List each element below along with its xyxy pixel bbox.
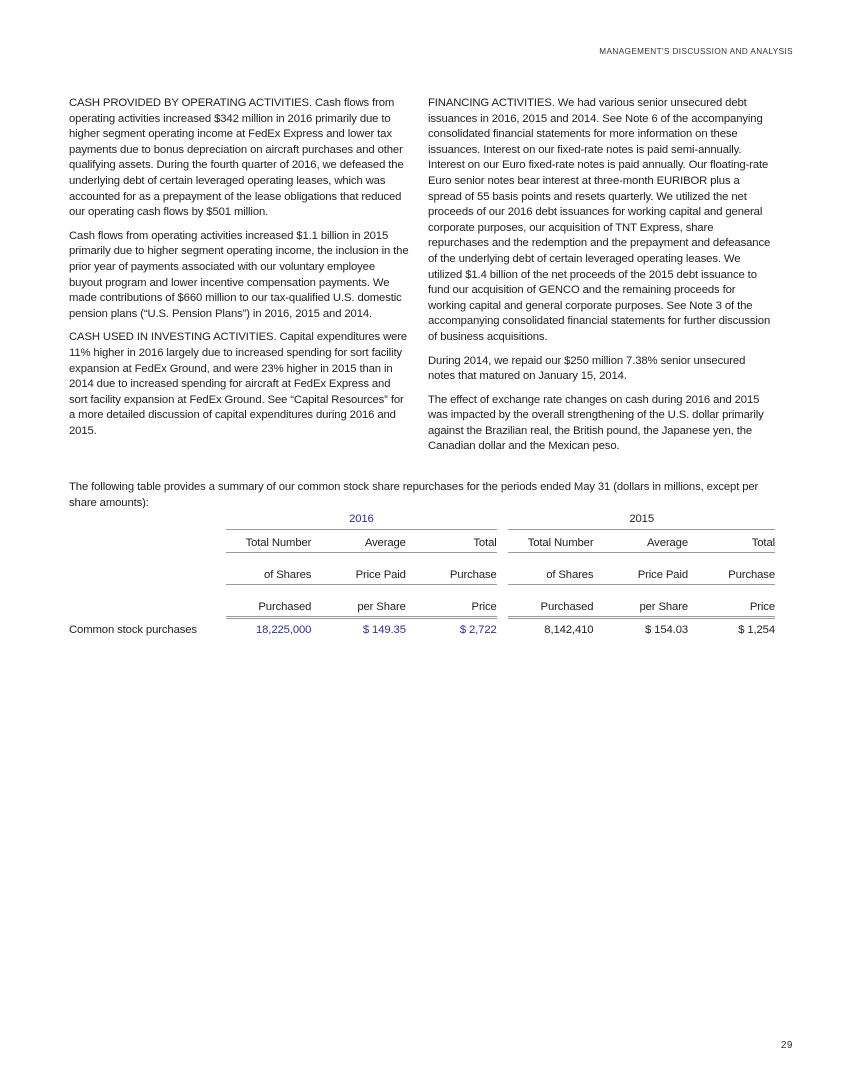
year-header-2016: 2016: [226, 512, 497, 530]
table-row: [69, 619, 775, 638]
row-label: Common stock purchases: [69, 624, 197, 636]
paragraph-investing-activities: CASH USED IN INVESTING ACTIVITIES. Capital expenditures were 11% higher in 2016 largely due to increased spending for sort facility expansion at FedEx Ground, and were 23% higher in 2015 than in 2014 due to increased spending for aircraft at FedEx Express and sort facility expansion at FedEx Ground. See “Capital Resources” for a more detailed discussion of capital expenditures during 2016 and 2015.: [69, 331, 408, 437]
right-column: [428, 96, 774, 463]
avg-price-2015: $ 154.03: [645, 624, 689, 636]
year-header-2015: 2015: [508, 512, 775, 530]
avg-price-2016: $ 149.35: [362, 624, 406, 636]
paragraph-2014-repayment: During 2014, we repaid our $250 million 7.38% senior unsecured notes that matured on January 15, 2014.: [428, 354, 746, 383]
table-column-header-row: [69, 530, 775, 619]
paragraph-operating-2015: Cash flows from operating activities increased $1.1 billion in 2015 primarily due to higher segment operating income, the inclusion in the prior year of payments associated with our voluntary employee buyout program and lower incentive compensation payments. We made contributions of $660 million to our tax-qualified U.S. domestic pension plans (“U.S. Pension Plans”) in 2016, 2015 and 2014.: [69, 229, 409, 320]
column-header-shares-2016: Total Number of Shares Purchased: [226, 530, 311, 619]
column-header-avg-price-2015: Average Price Paid per Share: [593, 530, 688, 619]
left-column: [69, 96, 409, 447]
paragraph-operating-activities: CASH PROVIDED BY OPERATING ACTIVITIES. Cash flows from operating activities increased $342 million in 2016 primarily due to higher segment operating income at FedEx Express and lower tax payments due to bonus depreciation on aircraft purchases and other qualifying assets. During the fourth quarter of 2016, we defeased the underlying debt of certain leveraged operating leases, which was accounted for as a prepayment of the lease obligations that reduced our operating cash flows by $501 million.: [69, 97, 404, 219]
paragraph-financing-activities: FINANCING ACTIVITIES. We had various senior unsecured debt issuances in 2016, 2015 and 2014. See Note 6 of the accompanying consolidated financial statements for more information on these issuances. Interest on our fixed-rate notes is paid semi-annually. Interest on our Euro fixed-rate notes is paid annually. Our floating-rate Euro senior notes bear interest at three-month EURIBOR plus a spread of 55 basis points and resets quarterly. We utilized the net proceeds of our 2016 debt issuances for working capital and general corporate purposes, our acquisition of TNT Express, share repurchases and the redemption and the prepayment and defeasance of the underlying debt of certain leveraged operating leases. We utilized $1.4 billion of the net proceeds of the 2015 debt issuance to fund our acquisition of GENCO and the remaining proceeds for working capital and general corporate purposes. See Note 3 of the accompanying consolidated financial statements for further discussion of business acquisitions.: [428, 97, 771, 343]
page-number: 29: [780, 1040, 793, 1051]
table-year-row: [69, 512, 775, 530]
paragraph-exchange-rate: The effect of exchange rate changes on cash during 2016 and 2015 was impacted by the overall strengthening of the U.S. dollar primarily against the Brazilian real, the British pound, the Japanese yen, the Canadian dollar and the Mexican peso.: [428, 393, 764, 453]
table-intro: The following table provides a summary of our common stock share repurchases for the periods ended May 31 (dollars in millions, except per share amounts):: [69, 481, 759, 509]
shares-purchased-2015: 8,142,410: [544, 624, 594, 636]
share-repurchase-table: [69, 512, 775, 638]
total-price-2015: $ 1,254: [738, 624, 775, 636]
column-header-total-price-2016: Total Purchase Price: [406, 530, 497, 619]
running-head: MANAGEMENT'S DISCUSSION AND ANALYSIS: [599, 47, 793, 56]
total-price-2016: $ 2,722: [459, 624, 497, 636]
column-header-avg-price-2016: Average Price Paid per Share: [311, 530, 406, 619]
shares-purchased-2016: 18,225,000: [255, 624, 312, 636]
column-header-total-price-2015: Total Purchase Price: [688, 530, 775, 619]
column-header-shares-2015: Total Number of Shares Purchased: [508, 530, 593, 619]
